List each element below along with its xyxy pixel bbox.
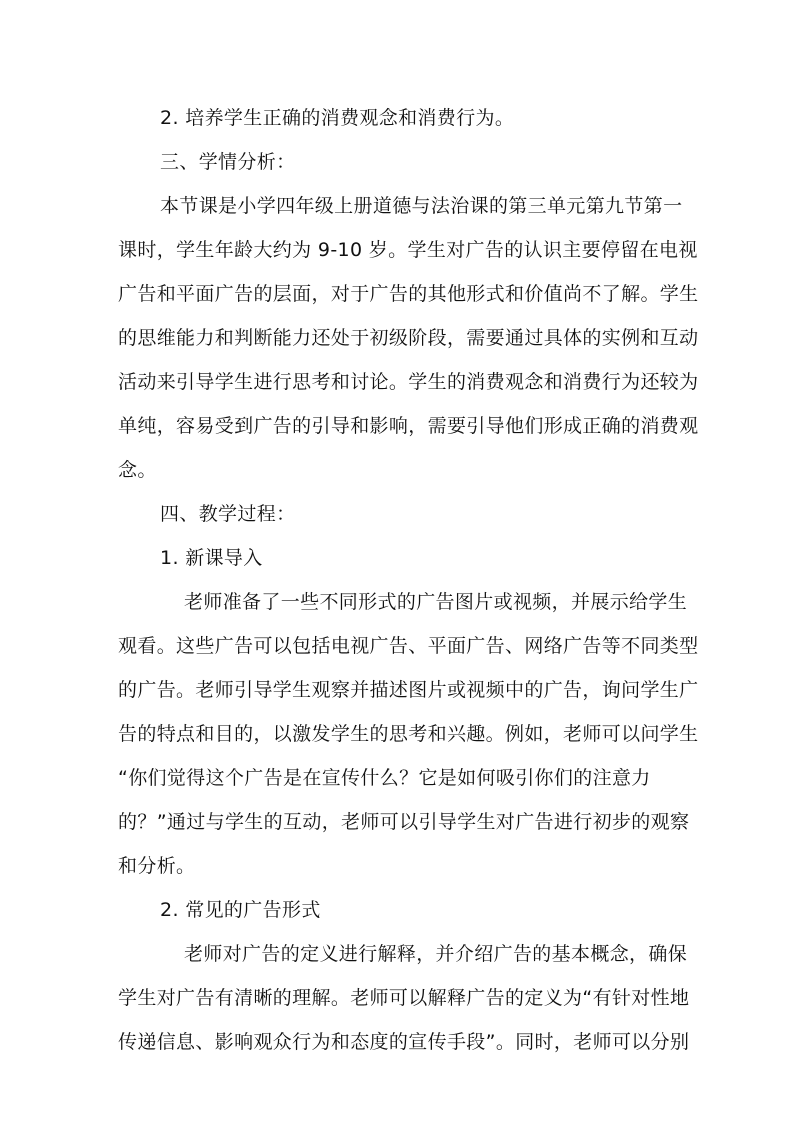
paragraph-line: 老师对广告的定义进行解释，并介绍广告的基本概念，确保 bbox=[184, 943, 688, 965]
paragraph-line: 的广告。老师引导学生观察并描述图片或视频中的广告，询问学生广 bbox=[118, 679, 699, 701]
paragraph-line: 本节课是小学四年级上册道德与法治课的第三单元第九节第一 bbox=[160, 195, 683, 217]
subheading-new-lesson: 1. 新课导入 bbox=[160, 547, 263, 569]
paragraph-line: 课时，学生年龄大约为 9-10 岁。学生对广告的认识主要停留在电视 bbox=[118, 239, 698, 261]
paragraph-line: 的？”通过与学生的互动，老师可以引导学生对广告进行初步的观察 bbox=[118, 811, 690, 833]
paragraph-line: 广告和平面广告的层面，对于广告的其他形式和价值尚不了解。学生 bbox=[118, 283, 699, 305]
paragraph-line: 活动来引导学生进行思考和讨论。学生的消费观念和消费行为还较为 bbox=[118, 371, 699, 393]
paragraph-line: 念。 bbox=[118, 459, 157, 481]
list-item-cultivate-consumption: 2. 培养学生正确的消费观念和消费行为。 bbox=[160, 107, 515, 129]
paragraph-line: 学生对广告有清晰的理解。老师可以解释广告的定义为“有针对性地 bbox=[118, 987, 690, 1009]
paragraph-line: “你们觉得这个广告是在宣传什么？它是如何吸引你们的注意力 bbox=[118, 767, 651, 789]
paragraph-line: 的思维能力和判断能力还处于初级阶段，需要通过具体的实例和互动 bbox=[118, 327, 699, 349]
subheading-common-ad-forms: 2. 常见的广告形式 bbox=[160, 899, 321, 921]
paragraph-line: 传递信息、影响观众行为和态度的宣传手段”。同时，老师可以分别 bbox=[118, 1031, 690, 1053]
paragraph-line: 告的特点和目的，以激发学生的思考和兴趣。例如，老师可以问学生 bbox=[118, 723, 699, 745]
paragraph-line: 和分析。 bbox=[118, 855, 196, 877]
paragraph-line: 观看。这些广告可以包括电视广告、平面广告、网络广告等不同类型 bbox=[118, 635, 699, 657]
paragraph-line: 老师准备了一些不同形式的广告图片或视频，并展示给学生 bbox=[184, 591, 688, 613]
section-heading-teaching-process: 四、教学过程： bbox=[160, 503, 296, 525]
section-heading-learning-analysis: 三、学情分析： bbox=[160, 151, 296, 173]
paragraph-line: 单纯，容易受到广告的引导和影响，需要引导他们形成正确的消费观 bbox=[118, 415, 699, 437]
